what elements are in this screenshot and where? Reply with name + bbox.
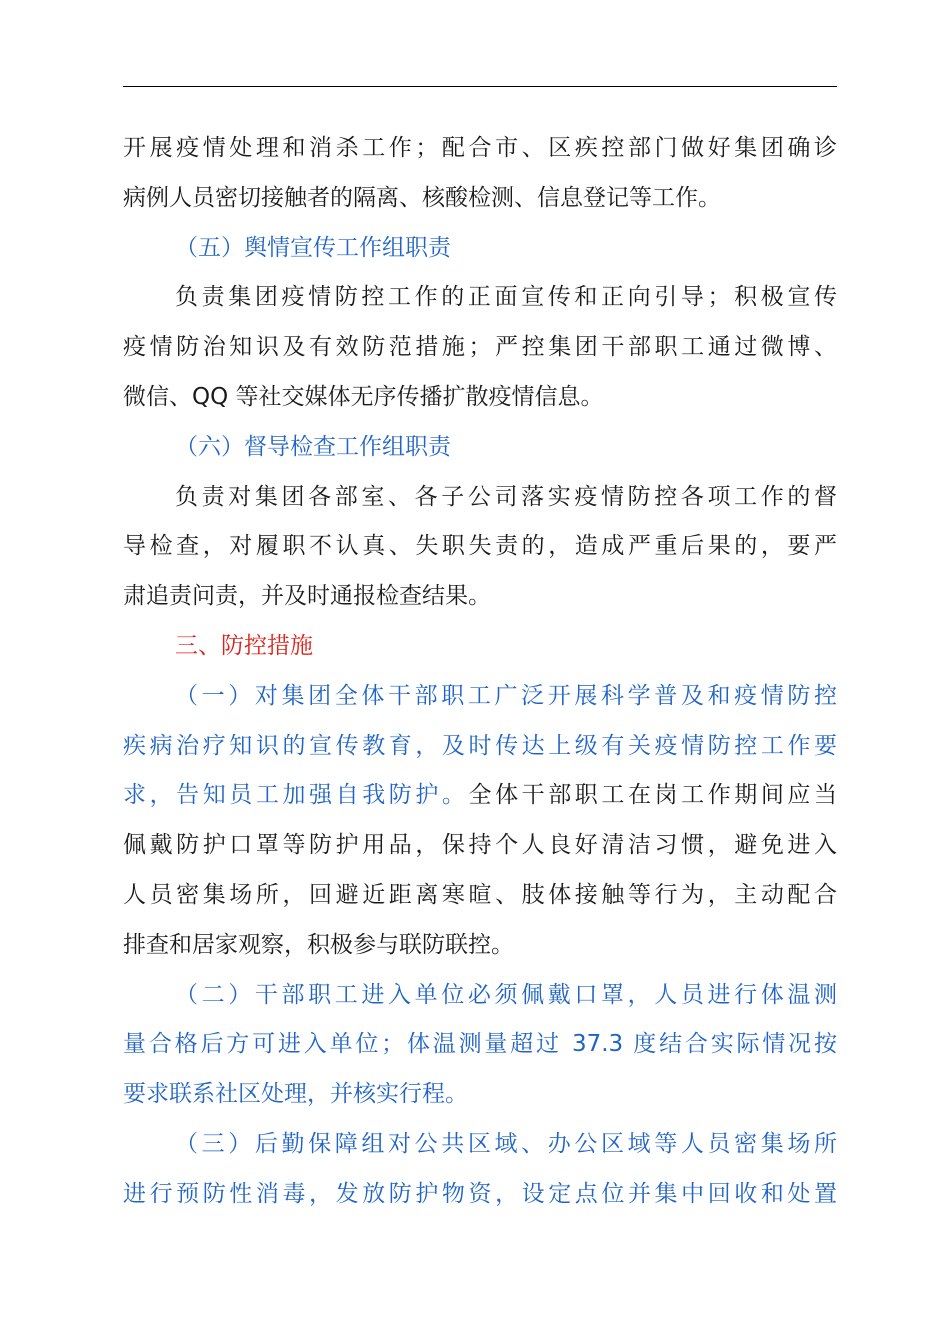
text-line <box>123 672 837 722</box>
text-line <box>123 273 837 323</box>
text-segment: 负责集团疫情防控工作的正面宣传和正向引导；积极宣传 <box>175 284 837 311</box>
text-segment: 量合格后方可进入单位；体温测量超过 37.3 度结合实际情况按 <box>123 1031 837 1058</box>
text-line <box>123 373 837 423</box>
text-segment: 求，告知员工加强自我防护。 <box>123 782 469 809</box>
text-segment: 微信、QQ 等社交媒体无序传播扩散疫情信息。 <box>123 383 604 410</box>
text-segment: 全体干部职工在岗工作期间应当 <box>468 782 838 809</box>
text-line <box>123 224 837 274</box>
text-segment: （三）后勤保障组对公共区域、办公区域等人员密集场所 <box>175 1130 837 1157</box>
text-line <box>123 921 837 971</box>
text-segment: 三、防控措施 <box>175 632 313 659</box>
text-segment: 病例人员密切接触者的隔离、核酸检测、信息登记等工作。 <box>123 184 721 211</box>
text-line <box>123 771 837 821</box>
text-segment: 导检查，对履职不认真、失职失责的，造成严重后果的，要严 <box>123 533 837 560</box>
text-line <box>123 1070 837 1120</box>
text-segment: 佩戴防护口罩等防护用品，保持个人良好清洁习惯，避免进入 <box>123 832 837 859</box>
text-segment: 要求联系社区处理，并核实行程。 <box>123 1081 468 1108</box>
text-segment: 排查和居家观察，积极参与联防联控。 <box>123 931 514 958</box>
text-line <box>123 572 837 622</box>
text-segment: 开展疫情处理和消杀工作；配合市、区疾控部门做好集团确诊 <box>123 135 837 161</box>
text-line <box>123 821 837 871</box>
text-segment: 肃追责问责，并及时通报检查结果。 <box>123 583 491 610</box>
document-body <box>123 124 837 1220</box>
text-segment: （一）对集团全体干部职工广泛开展科学普及和疫情防控 <box>175 682 837 709</box>
text-line <box>123 124 837 174</box>
text-line <box>123 174 837 224</box>
text-segment: （五）舆情宣传工作组职责 <box>175 234 451 261</box>
header-rule <box>123 86 837 87</box>
text-segment: 人员密集场所，回避近距离寒暄、肢体接触等行为，主动配合 <box>123 881 837 908</box>
text-line <box>123 722 837 772</box>
text-line <box>123 622 837 672</box>
text-segment: 负责对集团各部室、各子公司落实疫情防控各项工作的督 <box>175 483 837 510</box>
text-segment: 疫情防治知识及有效防范措施；严控集团干部职工通过微博、 <box>123 334 837 361</box>
text-line <box>123 473 837 523</box>
text-line <box>123 1020 837 1070</box>
text-line <box>123 1170 837 1220</box>
text-line <box>123 971 837 1021</box>
text-segment: 进行预防性消毒，发放防护物资，设定点位并集中回收和处置 <box>123 1180 837 1207</box>
text-segment: （二）干部职工进入单位必须佩戴口罩，人员进行体温测 <box>175 981 837 1008</box>
text-line <box>123 522 837 572</box>
text-line <box>123 323 837 373</box>
text-segment: （六）督导检查工作组职责 <box>175 433 451 460</box>
text-line <box>123 1120 837 1170</box>
text-segment: 疾病治疗知识的宣传教育，及时传达上级有关疫情防控工作要 <box>123 732 837 759</box>
text-line <box>123 871 837 921</box>
text-line <box>123 423 837 473</box>
